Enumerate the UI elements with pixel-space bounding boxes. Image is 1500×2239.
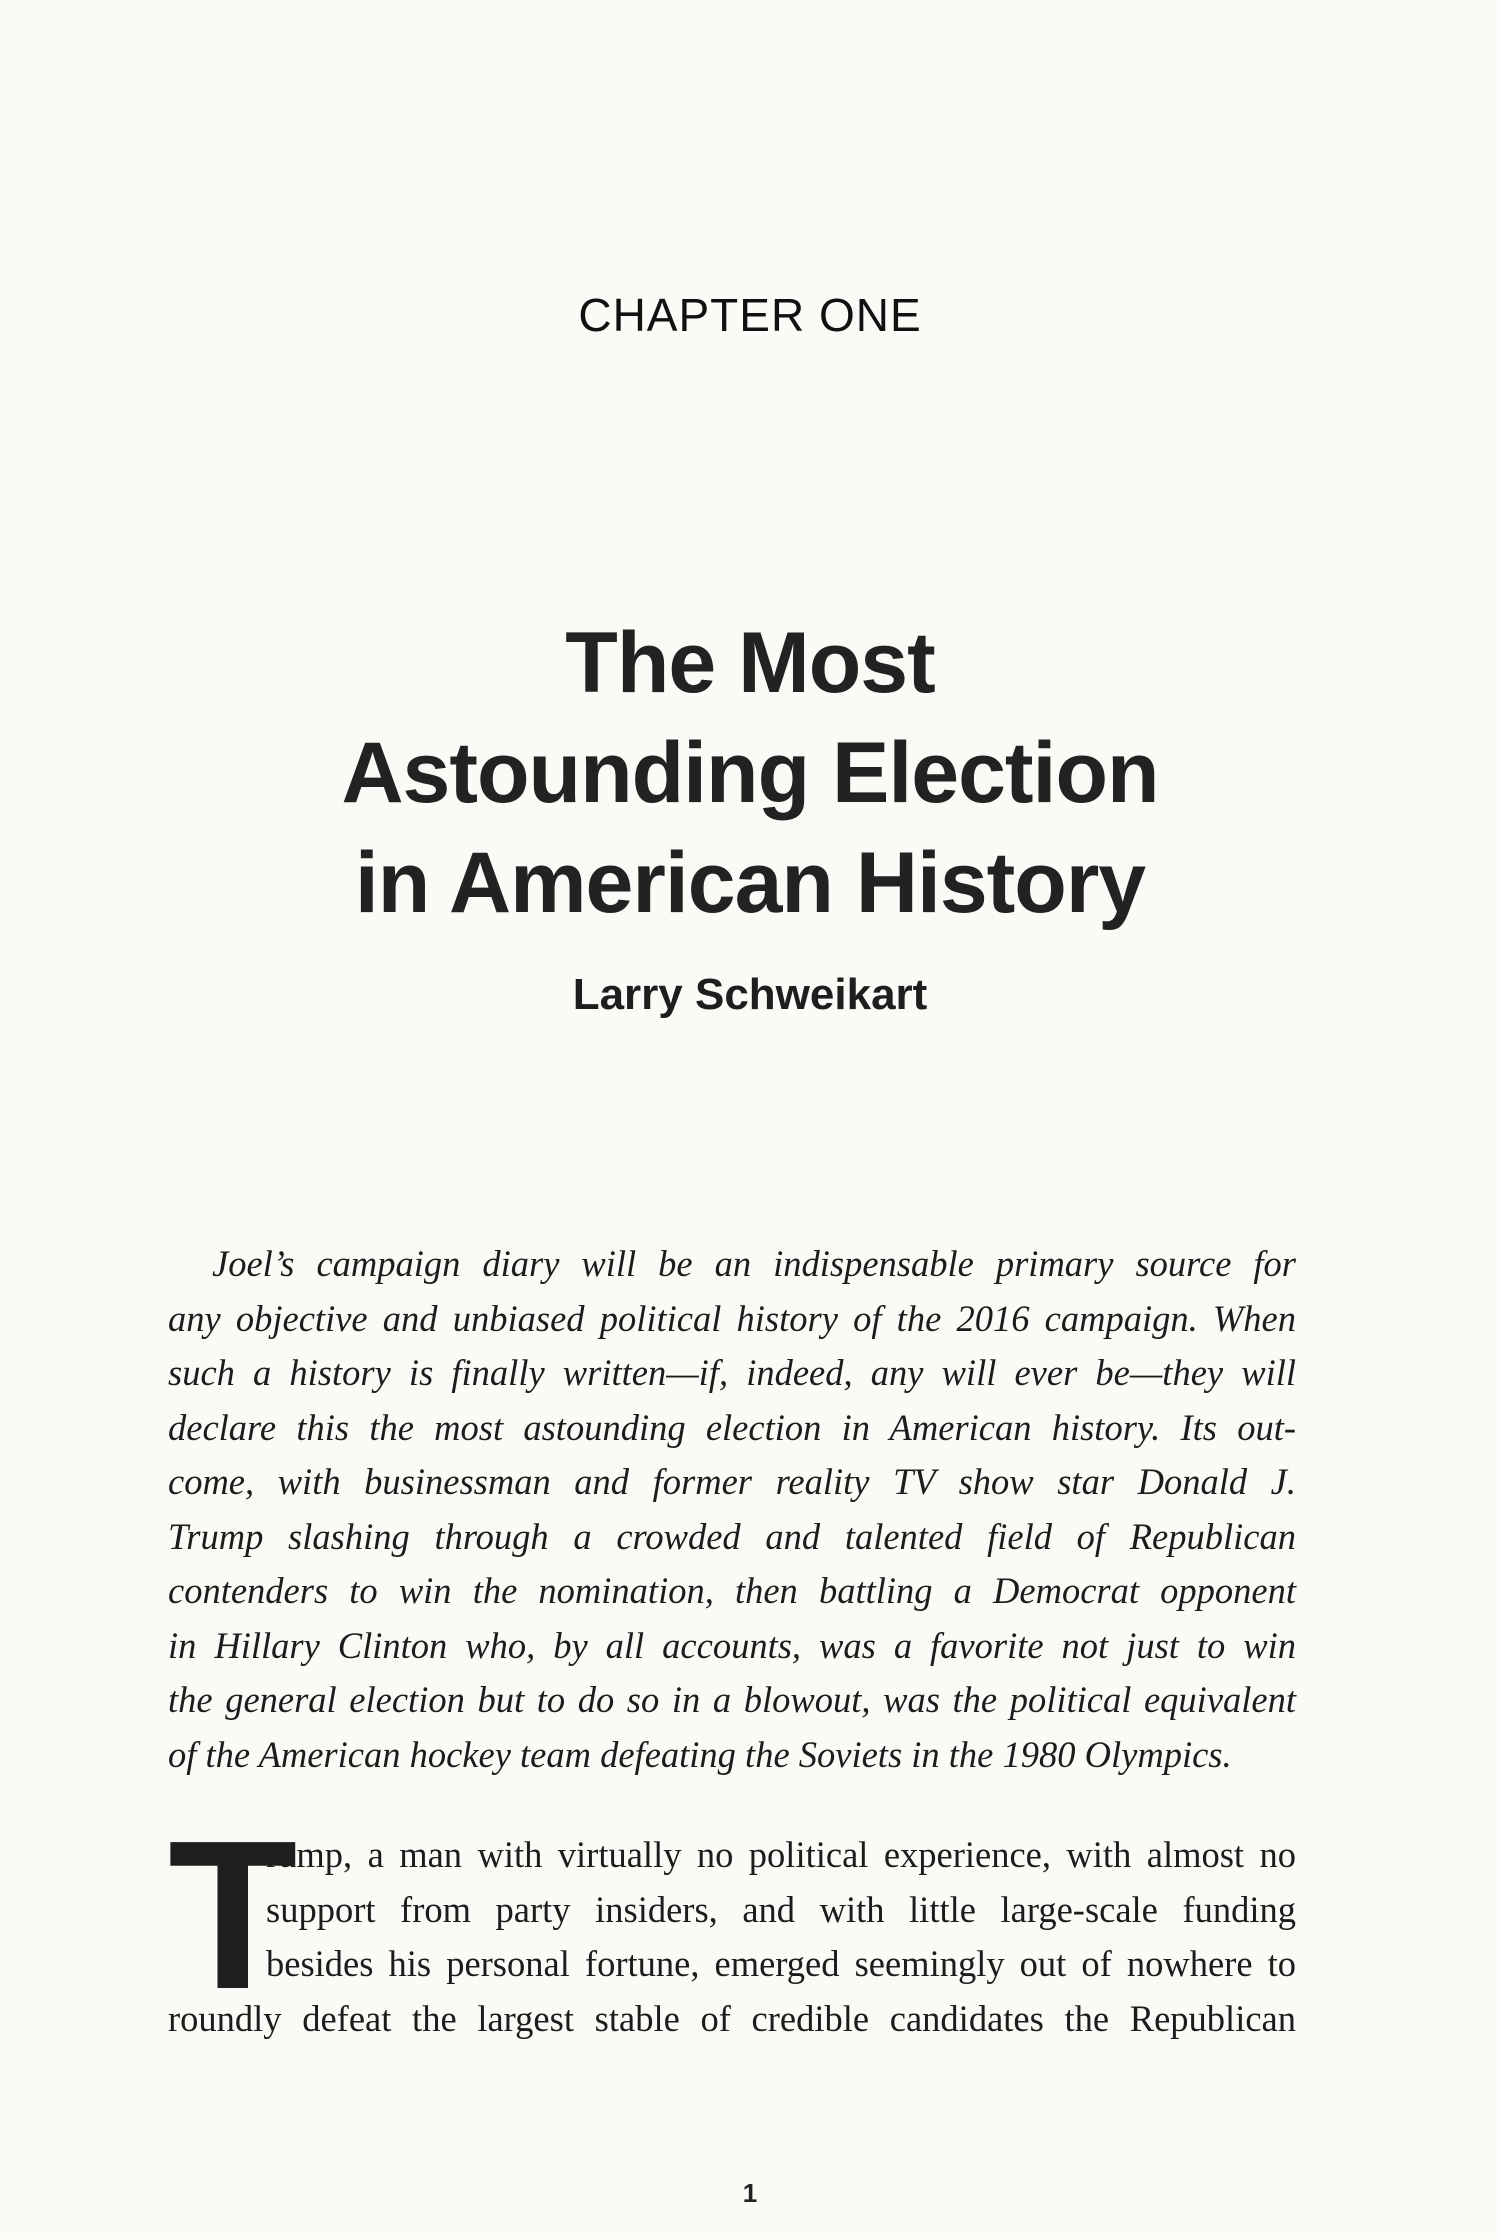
epigraph-line: come, with businessman and former reality TV show star Donald J. (168, 1461, 1296, 1502)
page-number: 1 (742, 2178, 758, 2208)
chapter-title-line: Astounding Election (341, 725, 1159, 821)
body-line: rump, a man with virtually no political experience, with almost no (266, 1834, 1296, 1875)
chapter-title-line: in American History (354, 835, 1146, 931)
epigraph-line: contenders to win the nomination, then battling a Democrat opponent (168, 1570, 1296, 1611)
epigraph-line: of the American hockey team defeating the Soviets in the 1980 Olympics. (168, 1733, 1232, 1775)
epigraph (168, 1237, 1296, 1782)
chapter-label: CHAPTER ONE (578, 289, 922, 341)
epigraph-line: any objective and unbiased political history of the 2016 campaign. When (168, 1297, 1296, 1339)
body-line: roundly defeat the largest stable of credible candidates the Republican (168, 1997, 1296, 2039)
chapter-title (0, 608, 1500, 938)
author-name: Larry Schweikart (572, 970, 928, 1019)
epigraph-line: such a history is finally written—if, indeed, any will ever be—they will (168, 1352, 1296, 1393)
drop-cap: T (168, 1796, 298, 2033)
epigraph-line: Trump slashing through a crowded and talented field of Republican (168, 1515, 1296, 1557)
body-paragraph (168, 1796, 1296, 2046)
epigraph-line: in Hillary Clinton who, by all accounts, was a favorite not just to win (168, 1624, 1296, 1666)
chapter-title-line: The Most (565, 615, 935, 711)
epigraph-line: the general election but to do so in a blowout, was the political equivalent (168, 1679, 1296, 1720)
body-line: besides his personal fortune, emerged seemingly out of nowhere to (266, 1943, 1296, 1984)
epigraph-line: declare this the most astounding election in American history. Its out- (168, 1406, 1296, 1448)
body-line: support from party insiders, and with little large-scale funding (266, 1888, 1296, 1930)
epigraph-line: Joel’s campaign diary will be an indispensable primary source for (212, 1243, 1296, 1284)
